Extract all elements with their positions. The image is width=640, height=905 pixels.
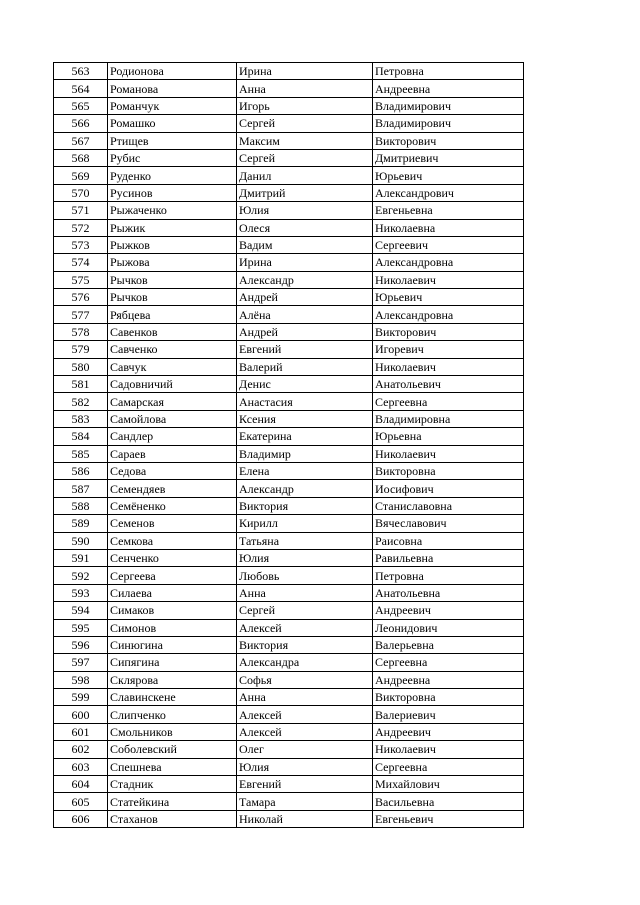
first-name-cell: Денис (237, 376, 373, 393)
table-row (54, 776, 524, 793)
surname-cell: Смольников (108, 723, 237, 740)
surname-cell: Сараев (108, 445, 237, 462)
surname-cell: Стаханов (108, 810, 237, 827)
patronymic-cell: Андреевич (373, 723, 524, 740)
surname-cell: Ртищев (108, 132, 237, 149)
table-row (54, 619, 524, 636)
patronymic-cell: Юрьевич (373, 289, 524, 306)
patronymic-cell: Петровна (373, 567, 524, 584)
surname-cell: Сергеева (108, 567, 237, 584)
first-name-cell: Андрей (237, 289, 373, 306)
patronymic-cell: Андреевич (373, 602, 524, 619)
table-row (54, 63, 524, 80)
patronymic-cell: Петровна (373, 63, 524, 80)
surname-cell: Синюгина (108, 636, 237, 653)
table-row (54, 515, 524, 532)
patronymic-cell: Дмитриевич (373, 149, 524, 166)
first-name-cell: Валерий (237, 358, 373, 375)
row-number: 571 (54, 202, 108, 219)
first-name-cell: Андрей (237, 323, 373, 340)
row-number: 605 (54, 793, 108, 810)
first-name-cell: Юлия (237, 549, 373, 566)
patronymic-cell: Сергеевна (373, 654, 524, 671)
first-name-cell: Тамара (237, 793, 373, 810)
surname-cell: Рыжик (108, 219, 237, 236)
table-row (54, 341, 524, 358)
row-number: 603 (54, 758, 108, 775)
patronymic-cell: Иосифович (373, 480, 524, 497)
surname-cell: Склярова (108, 671, 237, 688)
row-number: 585 (54, 445, 108, 462)
table-row (54, 376, 524, 393)
surname-cell: Симонов (108, 619, 237, 636)
row-number: 572 (54, 219, 108, 236)
surname-cell: Ромашко (108, 115, 237, 132)
patronymic-cell: Юрьевна (373, 428, 524, 445)
row-number: 598 (54, 671, 108, 688)
patronymic-cell: Викторовна (373, 462, 524, 479)
row-number: 587 (54, 480, 108, 497)
first-name-cell: Юлия (237, 758, 373, 775)
patronymic-cell: Анатольевич (373, 376, 524, 393)
first-name-cell: Данил (237, 167, 373, 184)
first-name-cell: Сергей (237, 149, 373, 166)
row-number: 590 (54, 532, 108, 549)
first-name-cell: Анна (237, 80, 373, 97)
row-number: 589 (54, 515, 108, 532)
first-name-cell: Екатерина (237, 428, 373, 445)
first-name-cell: Сергей (237, 115, 373, 132)
first-name-cell: Юлия (237, 202, 373, 219)
patronymic-cell: Анатольевна (373, 584, 524, 601)
patronymic-cell: Викторовна (373, 689, 524, 706)
row-number: 604 (54, 776, 108, 793)
row-number: 575 (54, 271, 108, 288)
table-row (54, 115, 524, 132)
row-number: 565 (54, 97, 108, 114)
row-number: 568 (54, 149, 108, 166)
surname-cell: Рыжаченко (108, 202, 237, 219)
surname-cell: Семёненко (108, 497, 237, 514)
first-name-cell: Алексей (237, 706, 373, 723)
first-name-cell: Ирина (237, 254, 373, 271)
table-row (54, 236, 524, 253)
row-number: 564 (54, 80, 108, 97)
patronymic-cell: Николаевна (373, 219, 524, 236)
table-row (54, 323, 524, 340)
first-name-cell: Анна (237, 689, 373, 706)
row-number: 595 (54, 619, 108, 636)
surname-cell: Сенченко (108, 549, 237, 566)
patronymic-cell: Сергеевич (373, 236, 524, 253)
row-number: 591 (54, 549, 108, 566)
table-row (54, 149, 524, 166)
row-number: 600 (54, 706, 108, 723)
patronymic-cell: Владимирович (373, 115, 524, 132)
surname-cell: Рычков (108, 289, 237, 306)
row-number: 579 (54, 341, 108, 358)
table-row (54, 219, 524, 236)
first-name-cell: Вадим (237, 236, 373, 253)
table-row (54, 80, 524, 97)
patronymic-cell: Евгеньевна (373, 202, 524, 219)
patronymic-cell: Александровна (373, 254, 524, 271)
first-name-cell: Виктория (237, 497, 373, 514)
first-name-cell: Елена (237, 462, 373, 479)
table-row (54, 393, 524, 410)
first-name-cell: Сергей (237, 602, 373, 619)
patronymic-cell: Михайлович (373, 776, 524, 793)
patronymic-cell: Андреевна (373, 671, 524, 688)
surname-cell: Силаева (108, 584, 237, 601)
row-number: 586 (54, 462, 108, 479)
table-row (54, 602, 524, 619)
patronymic-cell: Васильевна (373, 793, 524, 810)
row-number: 563 (54, 63, 108, 80)
row-number: 594 (54, 602, 108, 619)
row-number: 567 (54, 132, 108, 149)
table-row (54, 532, 524, 549)
first-name-cell: Дмитрий (237, 184, 373, 201)
table-row (54, 567, 524, 584)
surname-cell: Рубис (108, 149, 237, 166)
row-number: 597 (54, 654, 108, 671)
table-row (54, 97, 524, 114)
surname-cell: Родионова (108, 63, 237, 80)
surname-cell: Статейкина (108, 793, 237, 810)
patronymic-cell: Раисовна (373, 532, 524, 549)
first-name-cell: Алёна (237, 306, 373, 323)
table-row (54, 706, 524, 723)
table-row (54, 671, 524, 688)
names-table (53, 62, 524, 828)
first-name-cell: Олеся (237, 219, 373, 236)
table-row (54, 202, 524, 219)
table-row (54, 358, 524, 375)
row-number: 592 (54, 567, 108, 584)
first-name-cell: Александр (237, 271, 373, 288)
first-name-cell: Николай (237, 810, 373, 827)
surname-cell: Рябцева (108, 306, 237, 323)
patronymic-cell: Александровна (373, 306, 524, 323)
table-row (54, 271, 524, 288)
first-name-cell: Евгений (237, 776, 373, 793)
first-name-cell: Татьяна (237, 532, 373, 549)
first-name-cell: Александр (237, 480, 373, 497)
surname-cell: Савчук (108, 358, 237, 375)
patronymic-cell: Владимирович (373, 97, 524, 114)
surname-cell: Руденко (108, 167, 237, 184)
first-name-cell: Любовь (237, 567, 373, 584)
table-row (54, 810, 524, 827)
surname-cell: Самойлова (108, 410, 237, 427)
row-number: 583 (54, 410, 108, 427)
row-number: 578 (54, 323, 108, 340)
first-name-cell: Кирилл (237, 515, 373, 532)
names-table-body (54, 63, 524, 828)
surname-cell: Спешнева (108, 758, 237, 775)
first-name-cell: Анна (237, 584, 373, 601)
first-name-cell: Алексей (237, 723, 373, 740)
first-name-cell: Игорь (237, 97, 373, 114)
surname-cell: Семендяев (108, 480, 237, 497)
surname-cell: Садовничий (108, 376, 237, 393)
row-number: 606 (54, 810, 108, 827)
table-row (54, 758, 524, 775)
table-row (54, 497, 524, 514)
first-name-cell: Виктория (237, 636, 373, 653)
table-row (54, 184, 524, 201)
table-row (54, 445, 524, 462)
surname-cell: Рыжков (108, 236, 237, 253)
row-number: 573 (54, 236, 108, 253)
patronymic-cell: Евгеньевич (373, 810, 524, 827)
surname-cell: Савченко (108, 341, 237, 358)
patronymic-cell: Сергеевна (373, 393, 524, 410)
row-number: 596 (54, 636, 108, 653)
table-row (54, 167, 524, 184)
surname-cell: Слипченко (108, 706, 237, 723)
surname-cell: Семенов (108, 515, 237, 532)
row-number: 574 (54, 254, 108, 271)
row-number: 582 (54, 393, 108, 410)
patronymic-cell: Николаевич (373, 445, 524, 462)
table-row (54, 549, 524, 566)
first-name-cell: Владимир (237, 445, 373, 462)
surname-cell: Седова (108, 462, 237, 479)
first-name-cell: Ксения (237, 410, 373, 427)
table-row (54, 132, 524, 149)
first-name-cell: Анастасия (237, 393, 373, 410)
patronymic-cell: Викторович (373, 132, 524, 149)
table-row (54, 306, 524, 323)
surname-cell: Семкова (108, 532, 237, 549)
row-number: 581 (54, 376, 108, 393)
row-number: 577 (54, 306, 108, 323)
surname-cell: Русинов (108, 184, 237, 201)
surname-cell: Соболевский (108, 741, 237, 758)
table-row (54, 636, 524, 653)
first-name-cell: Софья (237, 671, 373, 688)
surname-cell: Сандлер (108, 428, 237, 445)
row-number: 593 (54, 584, 108, 601)
table-row (54, 741, 524, 758)
first-name-cell: Олег (237, 741, 373, 758)
patronymic-cell: Леонидович (373, 619, 524, 636)
patronymic-cell: Николаевич (373, 741, 524, 758)
surname-cell: Славинскене (108, 689, 237, 706)
patronymic-cell: Игоревич (373, 341, 524, 358)
surname-cell: Самарская (108, 393, 237, 410)
row-number: 570 (54, 184, 108, 201)
row-number: 580 (54, 358, 108, 375)
table-row (54, 793, 524, 810)
surname-cell: Романчук (108, 97, 237, 114)
table-row (54, 462, 524, 479)
surname-cell: Рычков (108, 271, 237, 288)
patronymic-cell: Станиславовна (373, 497, 524, 514)
surname-cell: Сипягина (108, 654, 237, 671)
patronymic-cell: Равильевна (373, 549, 524, 566)
patronymic-cell: Юрьевич (373, 167, 524, 184)
row-number: 602 (54, 741, 108, 758)
surname-cell: Рыжова (108, 254, 237, 271)
patronymic-cell: Владимировна (373, 410, 524, 427)
table-row (54, 410, 524, 427)
row-number: 584 (54, 428, 108, 445)
surname-cell: Стадник (108, 776, 237, 793)
patronymic-cell: Валерьевна (373, 636, 524, 653)
row-number: 566 (54, 115, 108, 132)
row-number: 569 (54, 167, 108, 184)
patronymic-cell: Вячеславович (373, 515, 524, 532)
table-row (54, 723, 524, 740)
table-row (54, 254, 524, 271)
first-name-cell: Максим (237, 132, 373, 149)
row-number: 576 (54, 289, 108, 306)
table-row (54, 289, 524, 306)
surname-cell: Романова (108, 80, 237, 97)
first-name-cell: Ирина (237, 63, 373, 80)
first-name-cell: Евгений (237, 341, 373, 358)
surname-cell: Савенков (108, 323, 237, 340)
patronymic-cell: Николаевич (373, 271, 524, 288)
patronymic-cell: Андреевна (373, 80, 524, 97)
table-row (54, 584, 524, 601)
first-name-cell: Алексей (237, 619, 373, 636)
row-number: 588 (54, 497, 108, 514)
first-name-cell: Александра (237, 654, 373, 671)
patronymic-cell: Александрович (373, 184, 524, 201)
patronymic-cell: Валериевич (373, 706, 524, 723)
table-row (54, 428, 524, 445)
row-number: 601 (54, 723, 108, 740)
patronymic-cell: Викторович (373, 323, 524, 340)
table-row (54, 689, 524, 706)
surname-cell: Симаков (108, 602, 237, 619)
patronymic-cell: Николаевич (373, 358, 524, 375)
patronymic-cell: Сергеевна (373, 758, 524, 775)
table-row (54, 480, 524, 497)
row-number: 599 (54, 689, 108, 706)
table-row (54, 654, 524, 671)
